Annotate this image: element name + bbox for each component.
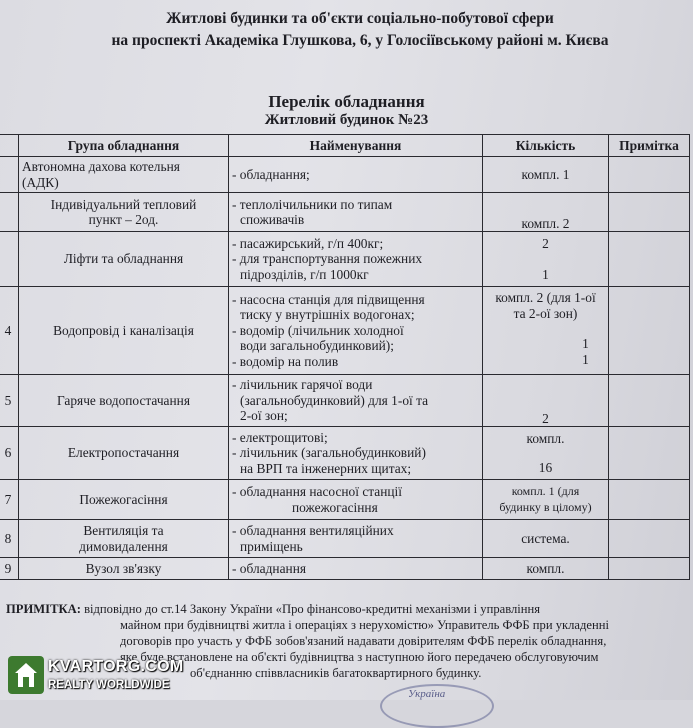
row-number: 7 (0, 480, 19, 520)
name-line: - обладнання (232, 560, 307, 576)
name-line: - водомір (лічильник холодної (232, 322, 404, 338)
name-line: - обладнання насосної станції (232, 484, 402, 499)
row-note (609, 558, 690, 580)
group-line: Пожежогасіння (79, 491, 168, 507)
row-number (0, 157, 19, 193)
name-line: - лічильник (загальнобудинковий) (232, 445, 426, 461)
table-row (0, 427, 690, 480)
group-line: димовидалення (79, 538, 168, 554)
watermark (8, 656, 184, 700)
watermark-brand: KVARTORG.COM (48, 658, 184, 675)
group-line: пункт – 2од. (88, 212, 159, 227)
row-quantity (483, 232, 609, 287)
group-line: Індивідуальний тепловий (50, 196, 197, 212)
row-number: 9 (0, 558, 19, 580)
name-line: підрозділів, г/п 1000кг (240, 266, 369, 282)
quantity-line: компл. 1 (521, 166, 570, 182)
name-line: - лічильник гарячої води (232, 377, 373, 393)
row-note (609, 287, 690, 375)
row-names (229, 193, 483, 232)
row-group (19, 520, 229, 558)
row-names (229, 480, 483, 520)
row-names (229, 287, 483, 375)
row-names (229, 427, 483, 480)
row-names (229, 232, 483, 287)
quantity-line: та 2-ої зон) (513, 305, 578, 321)
row-names (229, 157, 483, 193)
group-line: Гаряче водопостачання (56, 392, 190, 408)
group-line: Автономна дахова котельня (22, 159, 180, 174)
row-number (0, 232, 19, 287)
table-row (0, 375, 690, 427)
watermark-logo-box (8, 656, 44, 694)
column-header-quantity: Кількість (483, 135, 609, 157)
table-header-row (0, 135, 690, 157)
group-line: Водопровід і каналізація (53, 322, 194, 338)
row-note (609, 157, 690, 193)
column-header-number (0, 135, 19, 157)
column-header-group: Група обладнання (19, 135, 229, 157)
row-quantity (483, 558, 609, 580)
row-group (19, 558, 229, 580)
document-title: Перелік обладнання (268, 92, 425, 111)
stamp-text: Україна (408, 688, 446, 700)
row-quantity (483, 287, 609, 375)
footnote-line: об'єднанню співвласників багатоквартирного будинку. (190, 666, 482, 680)
name-line: - для транспортування пожежних (232, 251, 423, 267)
name-line: пожежогасіння (292, 499, 378, 515)
name-line: - обладнання; (232, 166, 310, 182)
name-line: 2-ої зон; (240, 408, 288, 424)
row-quantity (483, 520, 609, 558)
house-icon (14, 662, 38, 688)
footnote-line (0, 601, 693, 617)
row-quantity (483, 480, 609, 520)
row-names (229, 558, 483, 580)
quantity-line: 16 (538, 460, 553, 475)
footnote-text: відповідно до ст.14 Закону України «Про фінансово-кредитні механізми і управління (84, 602, 541, 616)
name-line: - обладнання вентиляційних (232, 523, 394, 538)
row-quantity (483, 375, 609, 427)
footnote-line: майном при будівництві житла і операціях з нерухомістю» Управитель ФФБ при укладенні (120, 618, 609, 632)
name-line: (загальнобудинковий) для 1-ої та (240, 392, 429, 408)
name-line: - пасажирський, г/п 400кг; (232, 235, 384, 251)
row-group (19, 480, 229, 520)
group-line: (АДК) (22, 174, 59, 190)
row-note (609, 427, 690, 480)
quantity-line: система. (521, 530, 570, 546)
row-note (609, 520, 690, 558)
row-note (609, 193, 690, 232)
quantity-line: компл. 2 (для 1-ої (495, 290, 596, 305)
name-line: на ВРП та інженерних щитах; (240, 460, 412, 476)
row-group (19, 427, 229, 480)
row-names (229, 375, 483, 427)
row-group (19, 287, 229, 375)
quantity-line: 1 (582, 351, 589, 367)
row-quantity (483, 427, 609, 480)
quantity-line: 2 (542, 235, 549, 251)
name-line: - теплолічильники по типам (232, 196, 393, 212)
name-line: споживачів (240, 212, 305, 227)
footnote-line: договорів про участь у ФФБ зобов'язаний надавати довірителям ФФБ перелік обладнання, (120, 634, 607, 648)
name-line: приміщень (240, 538, 303, 554)
footnote-line: яке буде встановлене на об'єкті будівництва з наступною його передачею обслуговуючим (120, 650, 599, 664)
name-line: води загальнобудинковий); (240, 338, 394, 354)
quantity-line: компл. 2 (521, 215, 570, 231)
group-line: Ліфти та обладнання (63, 251, 184, 267)
table-row (0, 558, 690, 580)
row-number: 6 (0, 427, 19, 480)
table-row (0, 520, 690, 558)
document-subtitle: Житловий будинок №23 (264, 112, 429, 128)
footnote-label: ПРИМІТКА: (6, 602, 81, 616)
row-note (609, 232, 690, 287)
header-line-1: Житлові будинки та об'єкти соціально-побутової сфери (166, 10, 554, 27)
row-group (19, 157, 229, 193)
quantity-line: компл. (526, 430, 565, 446)
row-note (609, 375, 690, 427)
quantity-line: компл. (526, 560, 565, 576)
quantity-line: 2 (542, 410, 549, 426)
group-line: Вентиляція та (83, 523, 164, 538)
row-group (19, 193, 229, 232)
quantity-line: компл. 1 (для (511, 484, 580, 498)
row-number: 4 (0, 287, 19, 375)
equipment-table (0, 134, 690, 580)
row-group (19, 375, 229, 427)
name-line: - насосна станція для підвищення (232, 291, 425, 307)
column-header-note: Примітка (609, 135, 690, 157)
row-number: 5 (0, 375, 19, 427)
row-quantity (483, 193, 609, 232)
group-line: Вузол зв'язку (85, 560, 162, 576)
table-row (0, 193, 690, 232)
row-number: 8 (0, 520, 19, 558)
row-quantity (483, 157, 609, 193)
row-note (609, 480, 690, 520)
table-row (0, 157, 690, 193)
row-names (229, 520, 483, 558)
name-line: - електрощитові; (232, 429, 328, 445)
table-row (0, 480, 690, 520)
table-row (0, 232, 690, 287)
row-group (19, 232, 229, 287)
name-line: тиску у внутрішніх водогонах; (240, 307, 415, 323)
table-row (0, 287, 690, 375)
quantity-line: 1 (542, 267, 549, 282)
quantity-line: будинку в цілому) (499, 499, 592, 514)
name-line: - водомір на полив (232, 353, 339, 369)
watermark-tagline: REALTY WORLDWIDE (48, 679, 170, 691)
group-line: Електропостачання (67, 445, 180, 461)
column-header-name: Найменування (229, 135, 483, 157)
quantity-line: 1 (582, 336, 589, 351)
row-number (0, 193, 19, 232)
header-line-2: на проспекті Академіка Глушкова, 6, у Голосіївському районі м. Києва (111, 32, 609, 49)
